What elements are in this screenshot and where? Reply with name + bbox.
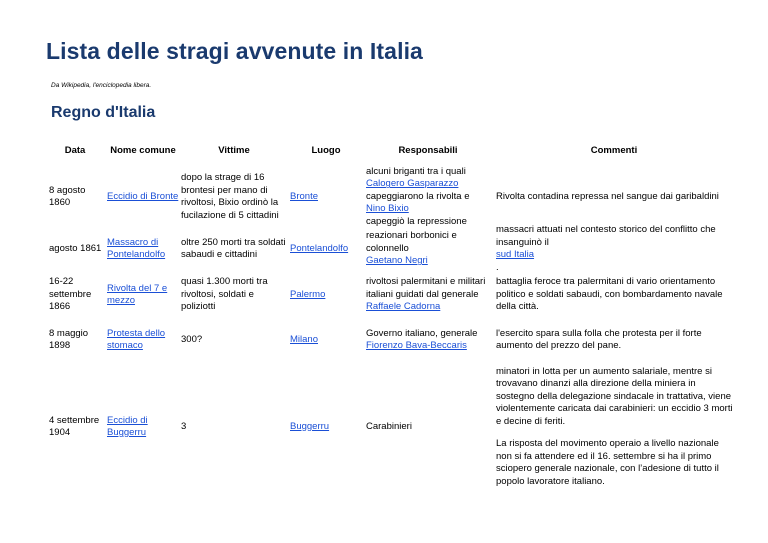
link-buggerru[interactable]: Buggerru: [290, 420, 330, 432]
table-row-2-luogo[interactable]: [290, 235, 364, 263]
page-title: Lista delle stragi avvenute in Italia: [46, 38, 423, 64]
link-protesta-dello-stomaco[interactable]: Protesta dello stomaco: [107, 327, 166, 351]
link-nino-bixio[interactable]: Nino Bixio: [366, 203, 409, 215]
section-heading: Regno d'Italia: [51, 104, 156, 121]
header-nome-comune: Nome comune: [110, 144, 176, 156]
table-row-5-commenti: [496, 366, 736, 488]
header-responsabili: Responsabili: [398, 144, 458, 156]
link-massacro-di-pontelandolfo[interactable]: Massacro di Pontelandolfo: [107, 236, 166, 260]
table-row-3-nome[interactable]: [107, 274, 179, 316]
table-row-1-data: 8 agosto 1860: [49, 184, 86, 208]
link-sud-italia[interactable]: sud Italia: [496, 249, 535, 260]
table-row-5-data: 4 settembre 1904: [49, 414, 100, 438]
link-fiorenzo-bava-beccaris[interactable]: Fiorenzo Bava-Beccaris: [366, 340, 467, 351]
table-row-5-luogo[interactable]: [290, 366, 364, 488]
table-row-3-data: 16-22 settembre 1866: [49, 276, 92, 313]
table-row-1-commenti: Rivolta contadina repressa nel sangue dai garibaldini: [496, 190, 719, 202]
link-raffaele-cadorna[interactable]: Raffaele Cadorna: [366, 301, 441, 313]
table-row-2-data: agosto 1861: [49, 242, 102, 254]
table-row-5-vittime: 3: [181, 420, 187, 432]
link-rivolta-del-7-e-mezzo[interactable]: Rivolta del 7 e mezzo: [107, 282, 168, 306]
link-eccidio-di-bronte[interactable]: Eccidio di Bronte: [107, 190, 179, 202]
table-row-1-responsabili: alcuni briganti tra i quali Calogero Gasparazzo capeggiarono la rivolta e Nino Bixio capeggiò la repressione: [366, 165, 470, 227]
header-commenti: Commenti: [590, 144, 638, 156]
table-row-2-responsabili: reazionari borbonici e colonnello Gaetano Negri: [366, 235, 492, 263]
commenti-paragraph-1: minatori in lotta per un aumento salariale, mentre si trovavano dinanzi alla direzione della miniera in sostegno della delegazione sindacale in trattativa, viene violentemente caricata dai carabinieri: un eccidio 3 morti e decine di feriti.: [496, 365, 733, 427]
table-row-4-data: 8 maggio 1898: [49, 327, 89, 351]
link-bronte[interactable]: Bronte: [290, 190, 318, 202]
table-row-1-vittime: dopo la strage di 16 brontesi per mano di rivoltosi, Bixio ordinò la fucilazione di 5 cittadini: [181, 172, 279, 221]
table-row-4-commenti: l'esercito spara sulla folla che protesta per il forte aumento del prezzo del pane.: [496, 327, 702, 351]
table-row-2-vittime: oltre 250 morti tra soldati sabaudi e cittadini: [181, 236, 286, 260]
link-milano[interactable]: Milano: [290, 333, 318, 345]
link-pontelandolfo[interactable]: Pontelandolfo: [290, 242, 349, 254]
table-row-3-vittime: quasi 1.300 morti tra rivoltosi, soldati e poliziotti: [181, 276, 268, 313]
table-row-3-commenti: battaglia feroce tra palermitani di vario orientamento politico e soldati sabaudi, con bombardamento navale della città.: [496, 276, 723, 313]
table-row-3-responsabili: rivoltosi palermitani e militari italiani guidati dal generale Raffaele Cadorna: [366, 274, 494, 316]
table-row-5-responsabili: Carabinieri: [366, 420, 412, 432]
link-gaetano-negri[interactable]: Gaetano Negri: [366, 255, 428, 267]
table-row-4-responsabili: Governo italiano, generale Fiorenzo Bava-Beccaris: [366, 327, 478, 351]
table-row-4-nome[interactable]: [107, 326, 179, 354]
header-data: Data: [64, 144, 86, 156]
header-vittime: Vittime: [218, 144, 250, 156]
link-palermo[interactable]: Palermo: [290, 288, 326, 300]
header-luogo: Luogo: [311, 144, 341, 156]
table-row-2-nome[interactable]: [107, 235, 179, 263]
table-row-5-nome[interactable]: [107, 366, 179, 488]
table-row-4-luogo[interactable]: [290, 326, 364, 354]
page-subtitle: Da Wikipedia, l'enciclopedia libera.: [51, 82, 152, 89]
table-row-4-vittime: 300?: [181, 333, 203, 345]
table-row-1-luogo[interactable]: [290, 170, 364, 224]
commenti-paragraph-2: La risposta del movimento operaio a livello nazionale non si fa attendere ed il 16. settembre si ha il primo sciopero generale nazionale, con l’adesione di tutto il popolo lavoratore italiano.: [496, 438, 719, 487]
link-eccidio-di-buggerru[interactable]: Eccidio di Buggerru: [107, 414, 148, 438]
table-row-3-luogo[interactable]: [290, 274, 364, 316]
table-row-2-commenti: massacri attuati nel contesto storico del conflitto che insanguinò il sud Italia .: [496, 235, 736, 263]
table-row-1-nome[interactable]: [107, 170, 179, 224]
link-calogero-gasparazzo[interactable]: Calogero Gasparazzo: [366, 178, 459, 190]
